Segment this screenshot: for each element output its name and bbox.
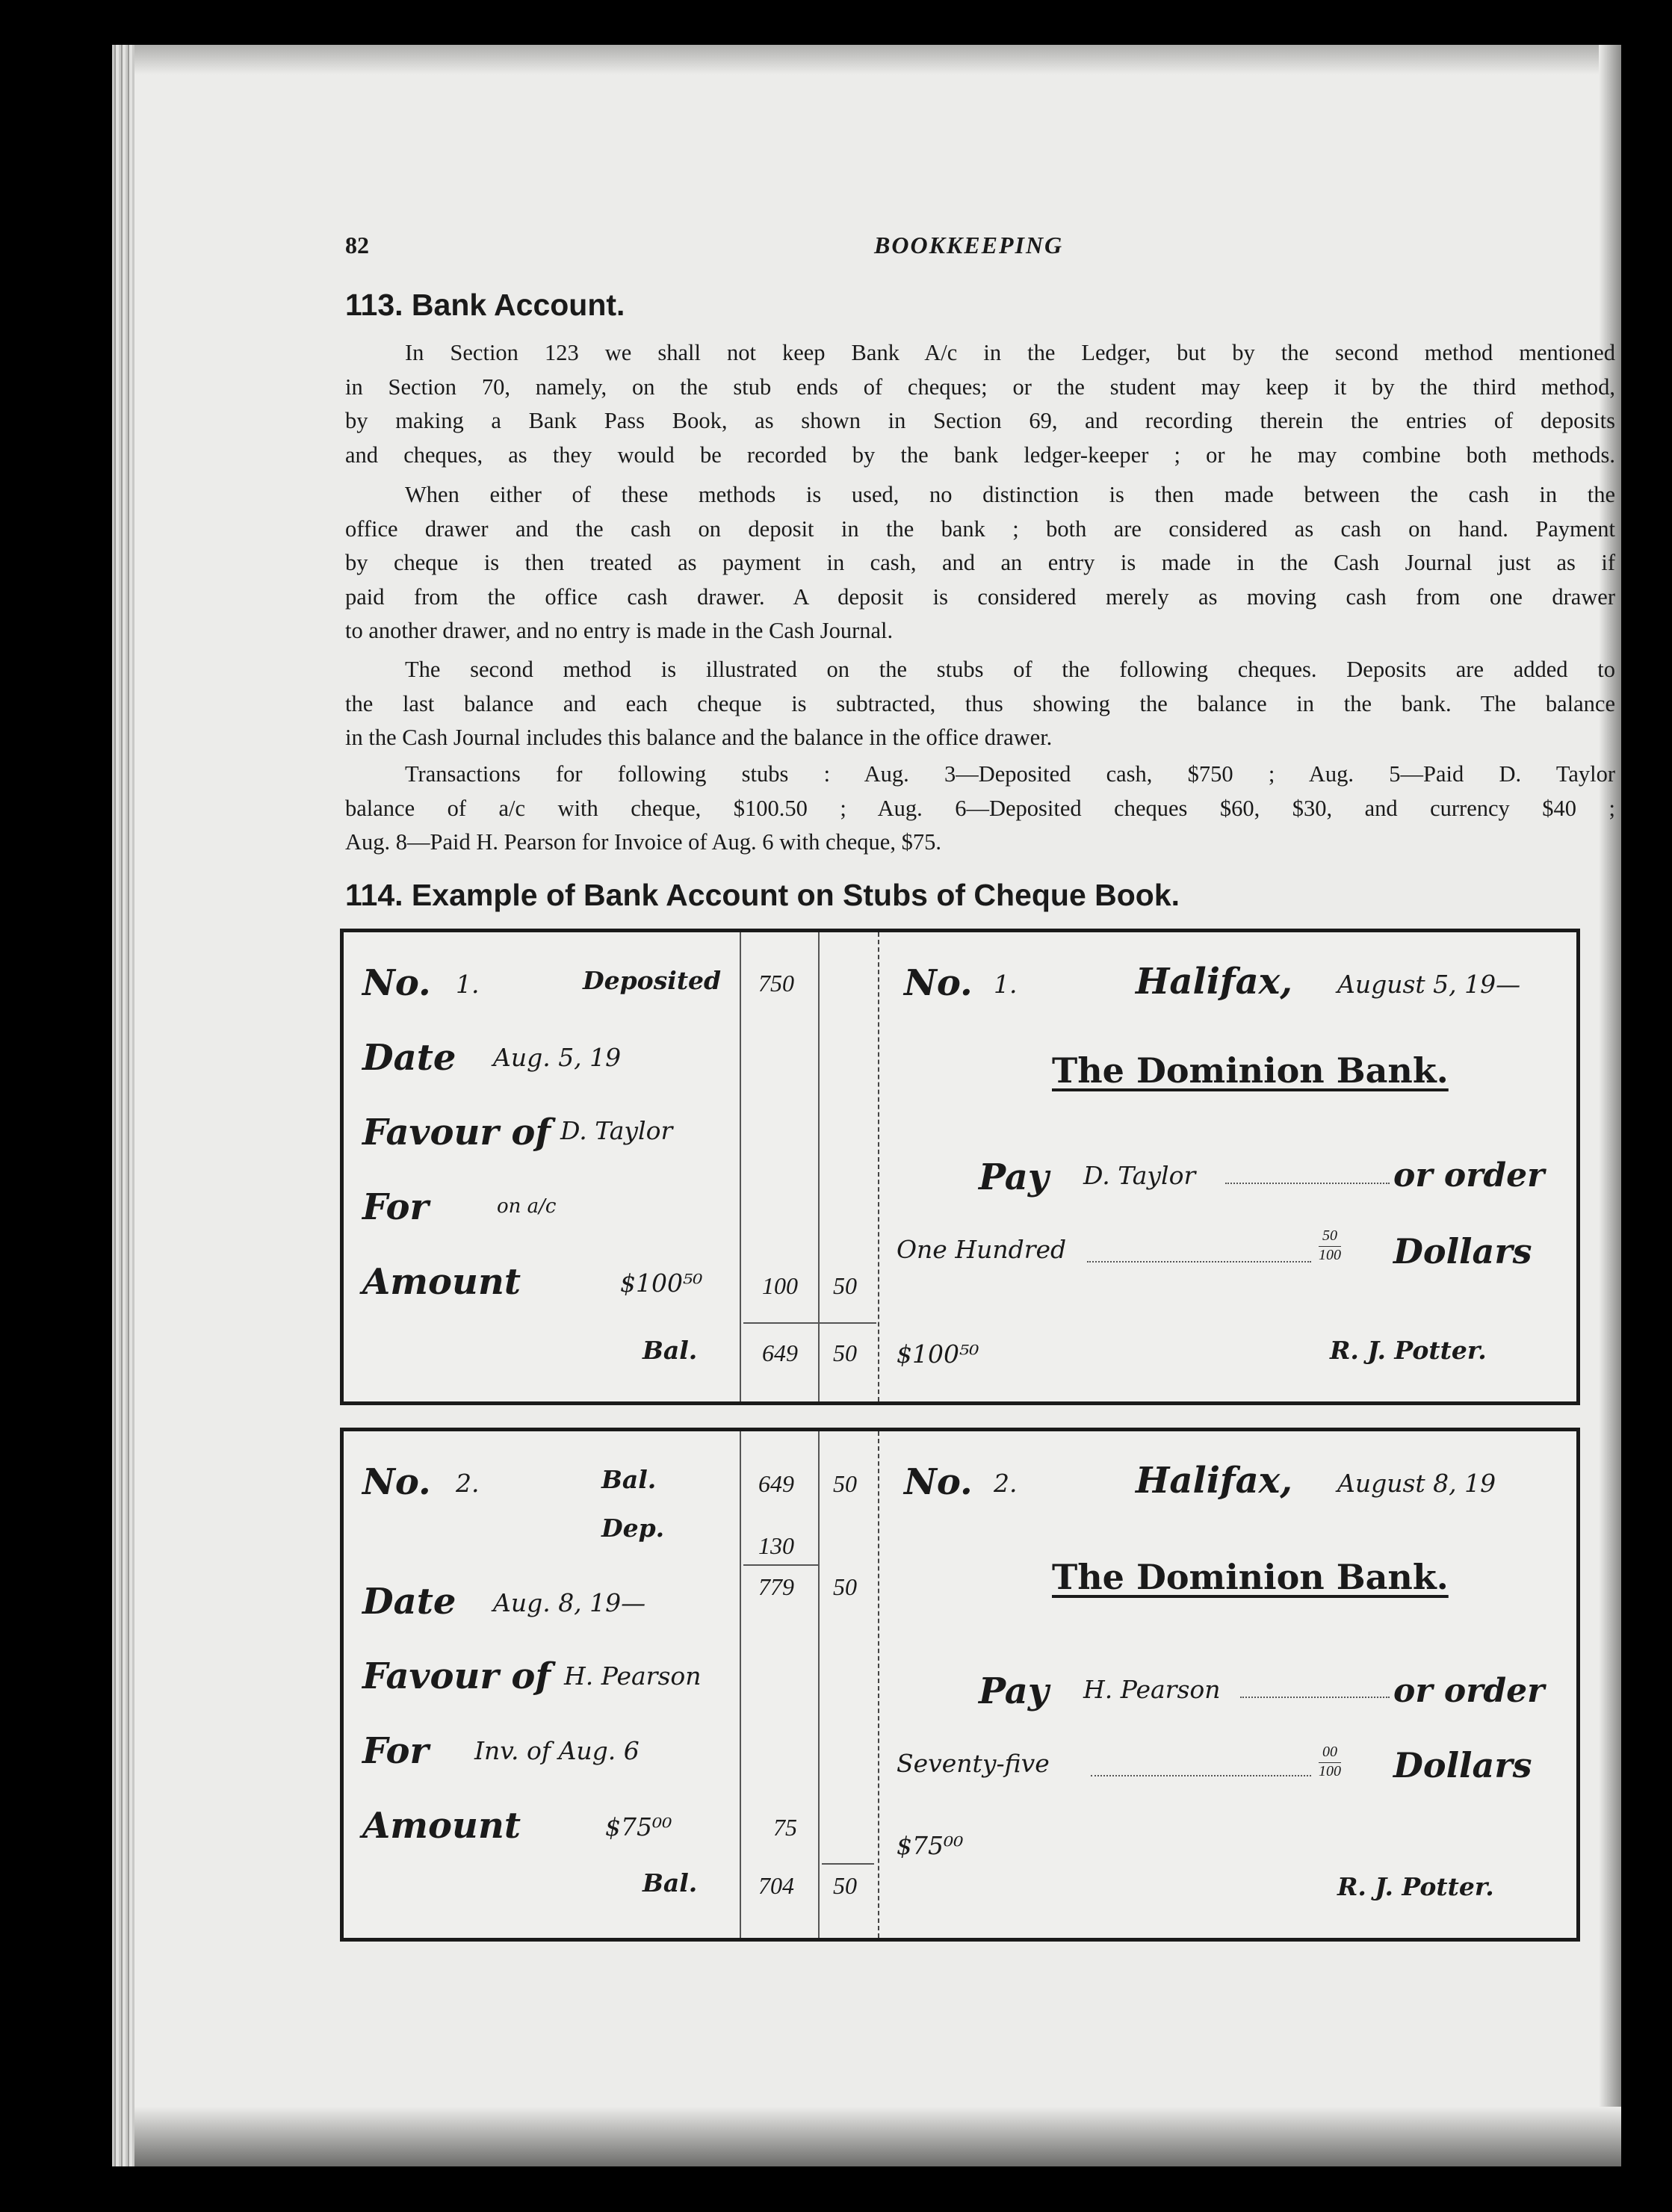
paragraph-3 [345,653,1615,755]
cheque-no-value: 1. [994,970,1018,999]
text-line: to another drawer, and no entry is made in the Cash Journal. [345,618,894,643]
cheque-1 [340,929,1580,1405]
amount-words: Seventy-five [897,1749,1050,1778]
perforation [878,1431,879,1938]
paragraph-2 [345,478,1615,648]
words-fill-line [1091,1775,1311,1776]
payee: D. Taylor [1083,1161,1196,1190]
stub-date-label: Date [362,1581,456,1623]
subtotal-rule [743,1564,818,1566]
stub-favour-label: Favour of [362,1112,551,1153]
paragraph-4 [345,758,1615,860]
cheque-date: August 5, 19— [1337,970,1521,999]
stub-amount-dollars: 100 [762,1272,798,1299]
pay-label: Pay [979,1670,1049,1712]
stub-subtotal-dollars: 779 [758,1573,794,1600]
stub-bal-fwd-dollars: 649 [758,1470,794,1497]
stub-amount-label: Amount [362,1261,521,1303]
stub-bal-dollars: 704 [758,1872,794,1899]
stub-date-value: Aug. 8, 19— [493,1588,646,1617]
stub-amount-dollars: 75 [773,1814,797,1841]
stub-amount-label: Amount [362,1805,521,1847]
stub-amount-cents: 50 [833,1272,857,1299]
stub-no-label: No. [362,962,431,1004]
text-line: Transactions for following stubs : Aug. 3—Deposited cash, $750 ; Aug. 5—Paid D. Taylor [405,761,1615,787]
balance-rule [822,1863,874,1865]
stub-dep-dollars: 130 [758,1532,794,1559]
amount-figure: $75⁰⁰ [897,1831,964,1860]
stub-dollar-rule [740,1431,741,1938]
stub-for-label: For [362,1186,429,1228]
or-order-label: or order [1393,1156,1545,1195]
text-line: In Section 123 we shall not keep Bank A/c in the Ledger, but by the second method mentioned [405,340,1615,365]
stub-favour-value: H. Pearson [564,1661,702,1691]
stub-favour-value: D. Taylor [560,1116,673,1145]
cheque-date: August 8, 19 [1337,1469,1496,1498]
bank-name: The Dominion Bank. [1052,1557,1449,1597]
fraction-denominator: 100 [1319,1247,1341,1263]
text-line: by making a Bank Pass Book, as shown in Section 69, and recording therein the entries of deposits [345,408,1615,433]
stub-cents-rule [818,932,820,1401]
text-line: balance of a/c with cheque, $100.50 ; Aug. 6—Deposited cheques $60, $30, and currency $40 ; [345,795,1615,821]
text-line: the last balance and each cheque is subtracted, thus showing the balance in the bank. The balance [345,690,1615,716]
text-line: in the Cash Journal includes this balance and the balance in the office drawer. [345,725,1053,750]
signature: R. J. Potter. [1330,1336,1487,1365]
or-order-label: or order [1393,1672,1545,1710]
cheque-place: Halifax, [1136,961,1292,1003]
stub-no-value: 1. [456,970,480,999]
text-line: Aug. 8—Paid H. Pearson for Invoice of Aug. 6 with cheque, $75. [345,829,941,855]
text-line: in Section 70, namely, on the stub ends of cheques; or the student may keep it by the third method, [345,374,1615,400]
fraction-numerator: 00 [1322,1744,1337,1760]
stub-favour-label: Favour of [362,1655,551,1697]
stub-dep-label: Dep. [601,1514,665,1543]
signature: R. J. Potter. [1337,1872,1494,1901]
fraction-numerator: 50 [1322,1227,1337,1244]
fraction-denominator: 100 [1319,1763,1341,1779]
section-113-heading: 113. Bank Account. [345,288,625,322]
payee: H. Pearson [1083,1675,1221,1704]
stub-date-value: Aug. 5, 19 [493,1043,622,1072]
text-line: office drawer and the cash on deposit in the bank ; both are considered as cash on hand. Payment [345,515,1615,542]
stub-bal-fwd-label: Bal. [601,1465,657,1494]
payee-fill-line [1225,1183,1390,1184]
stub-deposit-dollars: 750 [758,970,794,997]
stub-deposited-label: Deposited [583,966,722,995]
stub-cents-rule [818,1431,820,1938]
stub-for-value: on a/c [497,1195,557,1218]
section-114-heading: 114. Example of Bank Account on Stubs of Cheque Book. [345,878,1180,912]
amount-words: One Hundred [897,1235,1067,1264]
stub-date-label: Date [362,1037,456,1079]
dollars-label: Dollars [1393,1745,1532,1785]
cheque-place: Halifax, [1136,1460,1292,1502]
stub-bal-dollars: 649 [762,1339,798,1366]
page-number: 82 [345,232,369,258]
stub-bal-cents: 50 [833,1872,857,1899]
amount-figure: $100⁵⁰ [897,1339,979,1369]
scan-shadow-bottom [134,2107,1621,2166]
stub-bal-label: Bal. [643,1868,698,1897]
cheque-no-label: No. [904,962,973,1004]
cheque-2 [340,1428,1580,1942]
dollars-label: Dollars [1393,1231,1532,1271]
pay-label: Pay [979,1156,1049,1198]
cheque-no-value: 2. [994,1469,1018,1498]
text-line: by cheque is then treated as payment in cash, and an entry is made in the Cash Journal just as if [345,550,1615,575]
stub-bal-cents: 50 [833,1339,857,1366]
running-head: BOOKKEEPING [874,232,1064,258]
stub-bal-fwd-cents: 50 [833,1470,857,1497]
stub-for-value: Inv. of Aug. 6 [474,1736,640,1765]
text-line: When either of these methods is used, no distinction is then made between the cash in the [405,482,1615,507]
stub-no-value: 2. [456,1469,480,1498]
stub-no-label: No. [362,1461,431,1503]
stub-bal-label: Bal. [643,1336,698,1365]
stub-subtotal-cents: 50 [833,1573,857,1600]
text-line: The second method is illustrated on the stubs of the following cheques. Deposits are added to [405,657,1615,682]
paragraph-1 [345,336,1615,472]
text-line: paid from the office cash drawer. A deposit is considered merely as moving cash from one drawer [345,583,1615,610]
subtotal-rule [743,1322,876,1324]
bank-name: The Dominion Bank. [1052,1050,1449,1091]
perforation [878,932,879,1401]
stub-for-label: For [362,1730,429,1772]
words-fill-line [1087,1261,1311,1263]
cheque-no-label: No. [904,1461,973,1503]
payee-fill-line [1240,1697,1390,1698]
stub-dollar-rule [740,932,741,1401]
text-line: and cheques, as they would be recorded by the bank ledger-keeper ; or he may combine both methods. [345,442,1615,468]
stub-amount-value: $75⁰⁰ [605,1812,672,1841]
stub-amount-value: $100⁵⁰ [620,1268,703,1298]
scan-shadow-top [134,45,1621,75]
